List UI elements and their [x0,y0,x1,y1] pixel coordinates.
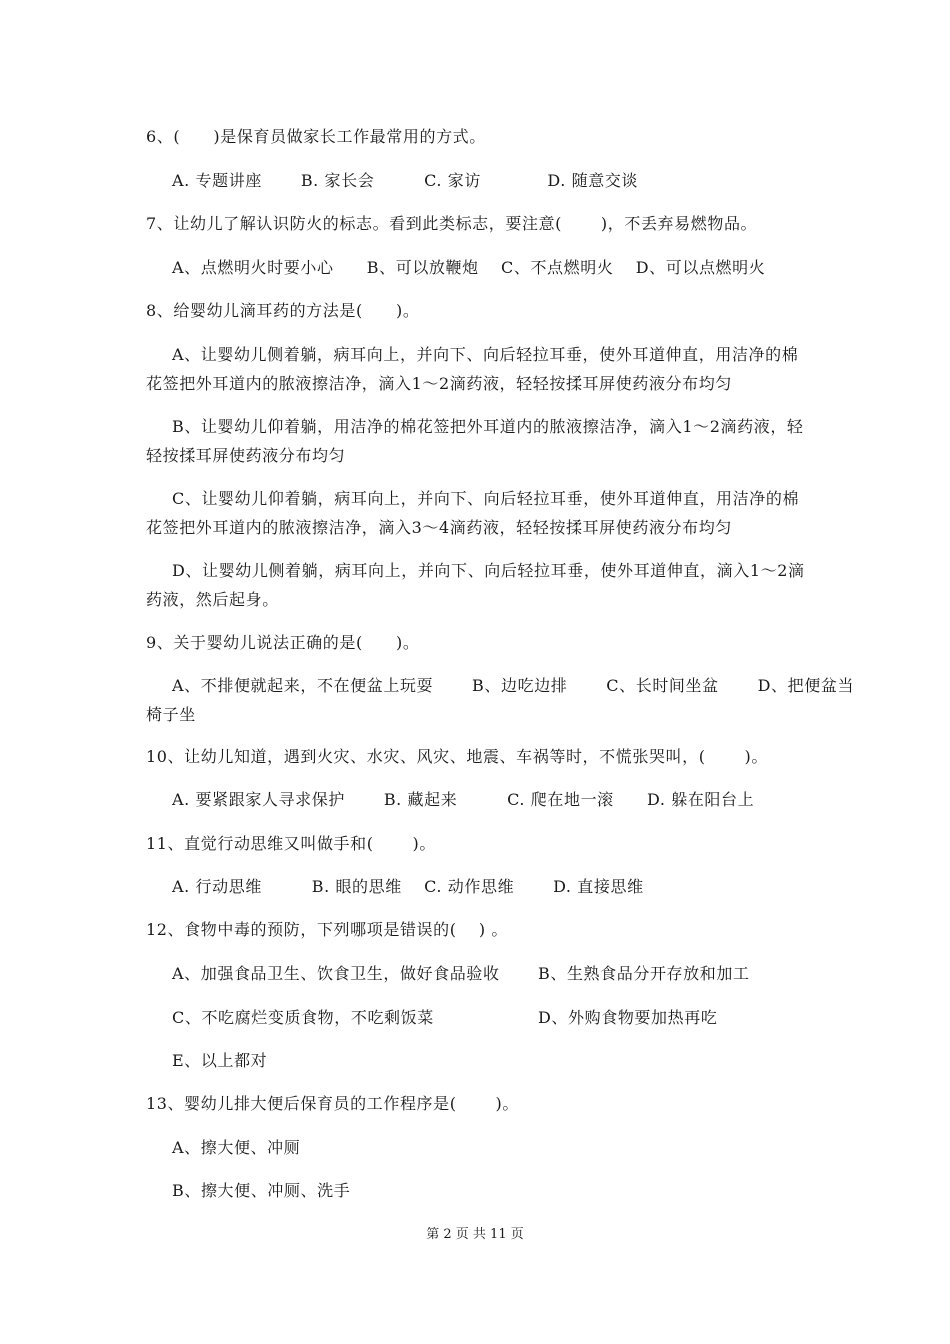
question-9-stem: 9、关于婴幼儿说法正确的是( )。 [146,633,420,652]
question-12-stem: 12、食物中毒的预防，下列哪项是错误的( ) 。 [146,920,509,939]
question-8-option-a-line2: 花签把外耳道内的脓液擦洁净，滴入1～2滴药液，轻轻按揉耳屏使药液分布均匀 [146,374,732,393]
question-8-option-d-line1: D、让婴幼儿侧着躺，病耳向上，并向下、向后轻拉耳垂，使外耳道伸直，滴入1～2滴 [172,561,805,580]
question-12-option-d: D、外购食物要加热再吃 [538,1008,718,1027]
question-12-option-e: E、以上都对 [172,1051,268,1070]
question-13-option-a: A、擦大便、冲厕 [172,1138,301,1157]
question-12-option-a: A、加强食品卫生、饮食卫生，做好食品验收 [172,964,500,983]
question-12-option-c: C、不吃腐烂变质食物，不吃剩饭菜 [172,1008,434,1027]
question-11-options: A. 行动思维 B. 眼的思维 C. 动作思维 D. 直接思维 [172,877,644,896]
question-8-option-a-line1: A、让婴幼儿侧着躺，病耳向上，并向下、向后轻拉耳垂，使外耳道伸直，用洁净的棉 [172,345,799,364]
question-9-options-line1: A、不排便就起来，不在便盆上玩耍 B、边吃边排 C、长时间坐盆 D、把便盆当 [172,676,855,695]
question-12-option-b: B、生熟食品分开存放和加工 [538,964,750,983]
question-8-option-d-line2: 药液，然后起身。 [146,590,279,609]
question-9-options-line2: 椅子坐 [146,705,196,724]
page-footer: 第 2 页 共 11 页 [426,1227,524,1242]
question-10-stem: 10、让幼儿知道，遇到火灾、水灾、风灾、地震、车祸等时，不慌张哭叫，( )。 [146,747,768,766]
question-13-option-b: B、擦大便、冲厕、洗手 [172,1181,351,1200]
question-7-options: A、点燃明火时要小心 B、可以放鞭炮 C、不点燃明火 D、可以点燃明火 [172,258,766,277]
question-8-option-c-line1: C、让婴幼儿仰着躺，病耳向上，并向下、向后轻拉耳垂，使外耳道伸直，用洁净的棉 [172,489,800,508]
question-11-stem: 11、直觉行动思维又叫做手和( )。 [146,834,436,853]
question-13-stem: 13、婴幼儿排大便后保育员的工作程序是( )。 [146,1094,519,1113]
question-8-option-b-line1: B、让婴幼儿仰着躺，用洁净的棉花签把外耳道内的脓液擦洁净，滴入1～2滴药液，轻 [172,417,804,436]
question-8-option-c-line2: 花签把外耳道内的脓液擦洁净，滴入3～4滴药液，轻轻按揉耳屏使药液分布均匀 [146,518,732,537]
question-6-stem: 6、( )是保育员做家长工作最常用的方式。 [146,127,486,146]
question-8-stem: 8、给婴幼儿滴耳药的方法是( )。 [146,301,420,320]
question-8-option-b-line2: 轻按揉耳屏使药液分布均匀 [146,446,346,465]
question-6-options: A. 专题讲座 B. 家长会 C. 家访 D. 随意交谈 [172,171,639,190]
question-7-stem: 7、让幼儿了解认识防火的标志。看到此类标志，要注意( )，不丢弃易燃物品。 [146,214,758,233]
question-10-options: A. 要紧跟家人寻求保护 B. 藏起来 C. 爬在地一滚 D. 躲在阳台上 [172,790,755,809]
